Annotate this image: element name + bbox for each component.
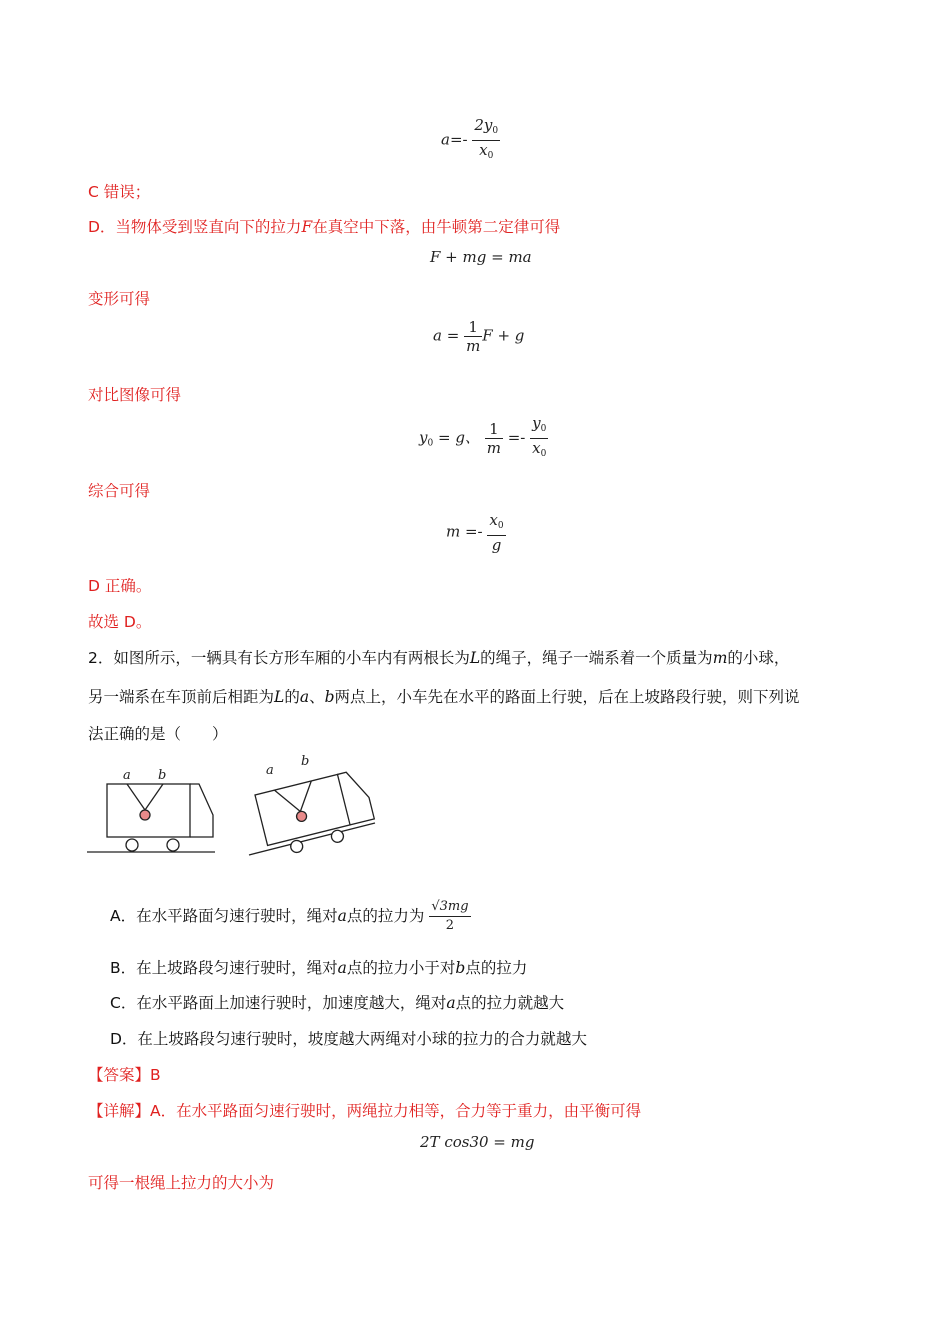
question-2-line3: 法正确的是（ ） [88, 725, 228, 743]
option-b [110, 956, 527, 978]
text: 点的拉力 [465, 959, 528, 977]
frac-den: 2 [445, 918, 455, 933]
fraction [530, 414, 548, 463]
c-wrong-text: C 错误； [88, 183, 151, 201]
subscript: 0 [487, 151, 494, 161]
option-a [110, 898, 471, 935]
frac-num: √3mg [429, 898, 470, 917]
fraction [464, 318, 482, 355]
cart-figure [85, 755, 385, 865]
eq-lhs: m =- [446, 522, 483, 541]
cart-cab [190, 784, 213, 837]
text: A．在水平路面匀速行驶时，绳对 [110, 907, 338, 925]
var: y [419, 428, 428, 447]
eq-var: a [441, 130, 450, 149]
d-intro-text [88, 215, 560, 237]
frac-den: m [466, 337, 481, 355]
text: 的 [284, 688, 300, 706]
text: 2．如图所示，一辆具有长方形车厢的小车内有两根长为 [88, 649, 470, 667]
frac-den: m [486, 439, 501, 457]
text: B．在上坡路段匀速行驶时，绳对 [110, 959, 338, 977]
equation-a [441, 116, 500, 165]
var: b [455, 959, 466, 977]
text: D．当物体受到竖直向下的拉力 [88, 218, 302, 236]
var: a [337, 959, 347, 977]
var: m [712, 649, 728, 667]
var: F [301, 218, 313, 236]
subscript: 0 [492, 126, 499, 136]
detail-text: 【详解】A．在水平路面匀速行驶时，两绳拉力相等，合力等于重力，由平衡可得 [88, 1102, 642, 1120]
text: 两点上，小车先在水平的路面上行驶，后在上坡路段行驶，则下列说 [334, 688, 800, 706]
subscript: 0 [540, 449, 547, 459]
text: 点的拉力就越大 [455, 994, 565, 1012]
label-a: a [266, 763, 274, 778]
equation-tension: 2T cos30 = mg [420, 1133, 535, 1151]
equation-newton: F + mg = ma [430, 248, 532, 266]
text: 的绳子，绳子一端系着一个质量为 [480, 649, 713, 667]
label-a: a [123, 768, 131, 783]
last-text: 可得一根绳上拉力的大小为 [88, 1174, 275, 1192]
eq-rhs: F + g [482, 326, 525, 345]
frac-num: 1 [485, 420, 503, 439]
combine-text: 综合可得 [88, 482, 151, 500]
equation-m [446, 511, 506, 554]
frac-den: g [491, 536, 502, 554]
compare-text: 对比图像可得 [88, 386, 182, 404]
subscript: 0 [427, 438, 434, 449]
frac-den: x [479, 141, 488, 159]
question-2-line1 [88, 646, 789, 668]
var: L [469, 649, 481, 667]
var: a [446, 994, 456, 1012]
fraction [487, 511, 505, 554]
option-d: D．在上坡路段匀速行驶时，坡度越大两绳对小球的拉力的合力就越大 [110, 1030, 587, 1048]
answer-text: 【答案】B [88, 1066, 161, 1084]
eq-op: =- [449, 130, 468, 149]
frac-num: y [532, 414, 541, 432]
equation-compare [419, 414, 548, 463]
subscript: 0 [540, 424, 547, 434]
equation-a-rearranged [433, 318, 524, 355]
eq-op: =- [502, 428, 526, 447]
ball [140, 810, 150, 820]
frac-num: 1 [464, 318, 482, 337]
cart-flat [87, 784, 215, 852]
option-c [110, 991, 564, 1013]
wheel [126, 839, 138, 851]
var: L [274, 688, 285, 706]
var: a [337, 907, 347, 925]
cart-body [107, 784, 190, 837]
fraction [472, 116, 500, 165]
cart-slope [255, 768, 378, 859]
choose-text: 故选 D。 [88, 613, 152, 631]
text: 、 [309, 688, 325, 706]
frac-num: x [489, 511, 498, 529]
eq-lhs: a = [433, 326, 460, 345]
fraction [485, 420, 503, 457]
wheel [167, 839, 179, 851]
text: = g、 [433, 428, 480, 447]
var: a [299, 688, 310, 706]
question-2-line2 [88, 685, 800, 707]
text: 在真空中下落，由牛顿第二定律可得 [312, 218, 561, 236]
subscript: 0 [497, 521, 504, 531]
text: 另一端系在车顶前后相距为 [88, 688, 275, 706]
text: 点的拉力为 [346, 907, 425, 925]
label-b: b [158, 768, 167, 783]
frac-den: x [532, 439, 541, 457]
text: 的小球， [727, 649, 790, 667]
frac-num: 2y [474, 116, 493, 134]
label-b: b [301, 755, 310, 769]
var: b [324, 688, 335, 706]
d-correct-text: D 正确。 [88, 577, 152, 595]
text: 点的拉力小于对 [346, 959, 456, 977]
text: C．在水平路面上加速行驶时，加速度越大，绳对 [110, 994, 447, 1012]
fraction [429, 898, 470, 935]
transform-text: 变形可得 [88, 290, 151, 308]
